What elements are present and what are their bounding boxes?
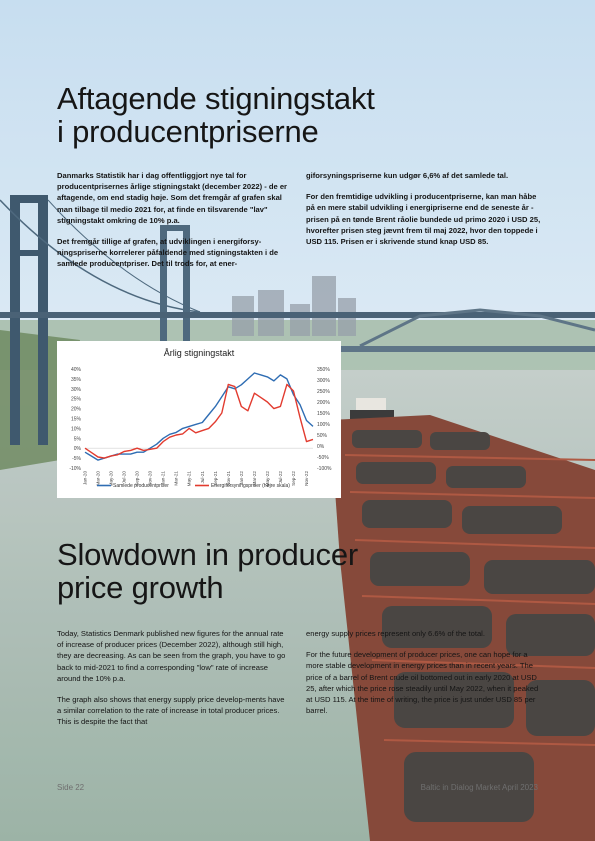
danish-paragraph-1: Danmarks Statistik har i dag offentliggjort nye tal for producentprisernes årlige stigningstakt (december 2022) - de er aftagende, om end stadig høje. Som det fremgår af grafen skal man tilbage til medio 2021 for, at finde en tilsvarende "lav" stigningstakt omkring de 10% p.a. <box>57 171 287 225</box>
legend-label-total: Samlede producentpriser <box>113 483 169 489</box>
y-left-tick-label: 10% <box>70 426 81 433</box>
x-tick-label: Mar-20 <box>95 471 101 486</box>
y-right-tick-label: 150% <box>317 411 330 417</box>
y-left-tick-label: 35% <box>70 376 81 383</box>
danish-paragraph-2: Det fremgår tillige af grafen, at udviklingen i energiforsy-ningspriserne korrelerer påfaldende med stigningstakten i de samlede producentpriser. Det til trods for, at ener- <box>57 237 279 269</box>
x-tick-label: Sep-20 <box>134 471 140 486</box>
english-title-line1: Slowdown in producer <box>57 537 359 572</box>
english-title-line2: price growth <box>57 570 224 605</box>
publication-name: Baltic in Dialog Market April 2023 <box>420 783 538 792</box>
x-tick-label: Nov-22 <box>303 471 309 486</box>
english-paragraph-1: Today, Statistics Denmark published new figures for the annual rate of increase of producer prices (December 2022), although still high, they are decreasing. As can be seen from the graph, you have to go back to mid-2021 to find a corresponding "low" rate of increase around the 10% p.a. <box>57 629 286 683</box>
english-column-2 <box>306 628 542 726</box>
danish-paragraph-3: giforsyningspriserne kun udgør 6,6% af det samlede tal. <box>306 171 509 180</box>
y-left-tick-label: 5% <box>73 436 81 443</box>
chart-title: Årlig stigningstakt <box>163 348 235 358</box>
y-left-tick-label: -5% <box>72 456 81 463</box>
series-line-2 <box>85 384 313 458</box>
series-line-1 <box>85 373 313 460</box>
y-left-tick-label: 0% <box>73 446 81 453</box>
x-tick-label: May-20 <box>108 471 114 487</box>
english-paragraph-4: For the future development of producer prices, one can hope for a more stable development in energy prices than in recent years. The price of a barrel of Brent crude oil bottomed out in early 2020 at USD 25, after which the price rose steadily until May 2022, when it peaked at USD 115. At the time of writing, the price is just under USD 85 per barrel. <box>306 650 539 716</box>
y-left-tick-label: 20% <box>70 406 81 413</box>
y-right-tick-label: -100% <box>317 466 332 472</box>
english-paragraph-2: The graph also shows that energy supply price develop-ments have a similar correlation to the rate of increase in total producer prices. This is despite the fact that <box>57 695 285 727</box>
danish-column-1 <box>57 170 289 280</box>
y-right-tick-label: 0% <box>317 444 325 450</box>
danish-title <box>57 82 375 148</box>
danish-column-2 <box>306 170 542 257</box>
x-tick-label: Nov-21 <box>225 471 231 486</box>
y-left-tick-label: 25% <box>70 396 81 403</box>
y-right-tick-label: 250% <box>317 389 330 395</box>
legend-label-energy: Energiforsyningspriser (højre skala) <box>211 483 290 489</box>
x-tick-label: Jul-20 <box>121 471 127 484</box>
x-tick-label: Sep-22 <box>290 471 296 486</box>
english-paragraph-3: energy supply prices represent only 6.6% of the total. <box>306 629 485 638</box>
y-right-tick-label: 100% <box>317 422 330 428</box>
y-left-tick-label: 15% <box>70 416 81 423</box>
x-tick-label: Jan-20 <box>82 471 88 486</box>
x-tick-label: Jan-21 <box>160 471 166 486</box>
english-column-1 <box>57 628 289 738</box>
y-right-tick-label: 50% <box>317 433 328 439</box>
x-tick-label: May-22 <box>264 471 270 487</box>
x-tick-label: Mar-22 <box>251 471 257 486</box>
y-left-tick-label: 30% <box>70 386 81 393</box>
y-right-tick-label: 300% <box>317 378 330 384</box>
x-tick-label: Sep-21 <box>212 471 218 486</box>
y-right-tick-label: 350% <box>317 367 330 373</box>
y-right-tick-label: -50% <box>317 455 329 461</box>
danish-title-line1: Aftagende stigningstakt <box>57 81 375 116</box>
english-title <box>57 538 358 604</box>
danish-title-line2: i producentpriserne <box>57 114 319 149</box>
y-right-tick-label: 200% <box>317 400 330 406</box>
x-tick-label: May-21 <box>186 471 192 487</box>
x-tick-label: Jan-22 <box>238 471 244 486</box>
x-tick-label: Mar-21 <box>173 471 179 486</box>
y-left-tick-label: 40% <box>70 367 81 373</box>
x-tick-label: Jul-22 <box>277 471 283 484</box>
x-tick-label: Nov-20 <box>147 471 153 486</box>
growth-chart <box>57 341 341 498</box>
page-number: Side 22 <box>57 783 85 792</box>
danish-paragraph-4: For den fremtidige udvikling i producentpriserne, kan man håbe på en mere stabil udvikling i energipriserne end de seneste år - prisen på en tønde Brent råolie bundede ud primo 2020 i USD 25, hvorefter prisen steg jævnt frem til maj 2022, hvor den toppede i USD 115. Prisen er i skrivende stund knap USD 85. <box>306 192 541 247</box>
y-left-tick-label: -10% <box>69 466 81 472</box>
x-tick-label: Jul-21 <box>199 471 205 484</box>
chart-svg <box>57 341 341 498</box>
